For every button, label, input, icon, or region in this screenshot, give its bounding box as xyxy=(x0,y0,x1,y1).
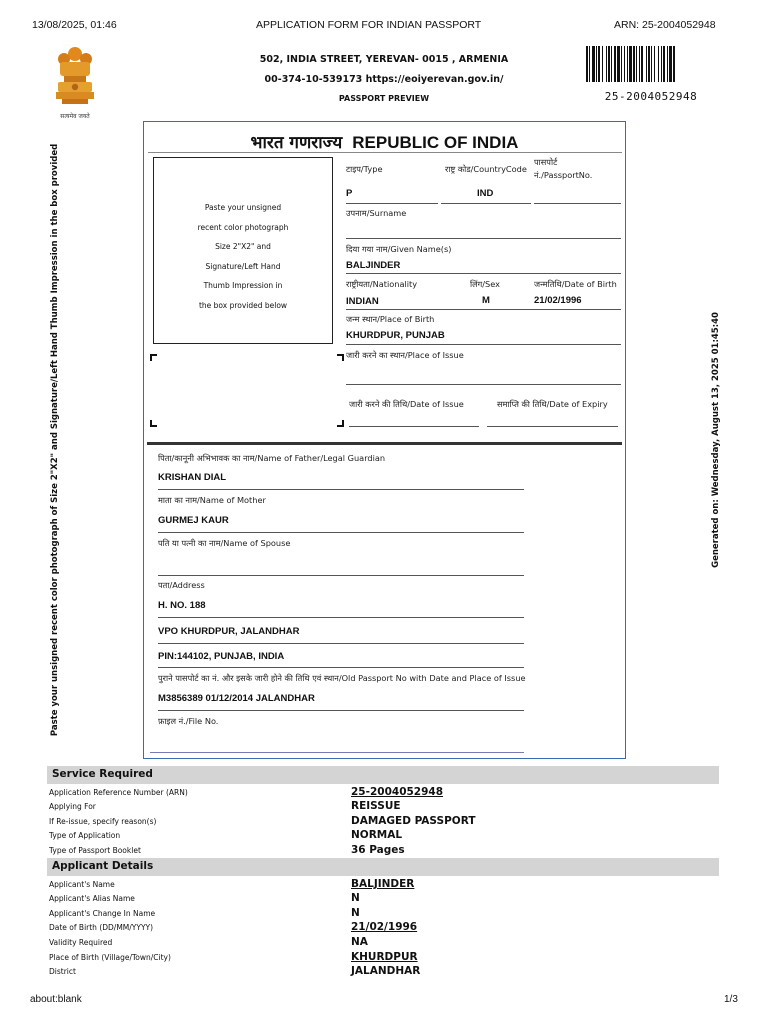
photo-instructions xyxy=(154,198,332,315)
mother-value: GURMEJ KAUR xyxy=(158,515,229,526)
field-line xyxy=(158,667,524,668)
date-of-issue-label: जारी करने की तिथि/Date of Issue xyxy=(349,399,464,409)
field-line xyxy=(158,532,524,533)
sex-label: लिंग/Sex xyxy=(470,279,500,289)
place-of-birth-row-value: KHURDPUR xyxy=(351,951,418,963)
barcode-number: 25-2004052948 xyxy=(604,90,698,103)
place-of-issue-label: जारी करने का स्थान/Place of Issue xyxy=(346,350,464,360)
ashoka-emblem-icon xyxy=(50,42,100,120)
signature-corner-bl xyxy=(150,420,157,427)
dob-value: 21/02/1996 xyxy=(534,295,582,306)
signature-corner-tl xyxy=(150,354,157,361)
field-line xyxy=(346,273,621,274)
print-page-title: APPLICATION FORM FOR INDIAN PASSPORT xyxy=(256,19,482,31)
title-hindi: भारत गणराज्य xyxy=(250,133,343,153)
validity-required-label: Validity Required xyxy=(49,938,113,947)
alias-name-label: Applicant's Alias Name xyxy=(49,894,135,903)
spouse-label: पति या पत्नी का नाम/Name of Spouse xyxy=(158,538,291,548)
field-line xyxy=(150,752,524,753)
application-type-label: Type of Application xyxy=(49,831,121,840)
section-divider xyxy=(147,442,622,445)
print-page-number: 1/3 xyxy=(724,994,738,1005)
country-code-label: राष्ट्र कोड/CountryCode xyxy=(445,164,527,174)
nationality-label: राष्ट्रीयता/Nationality xyxy=(346,279,418,289)
barcode-icon xyxy=(586,46,716,82)
old-passport-label: पुराने पासपोर्ट का नं. और इसके जारी होने की तिथि एवं स्थान/Old Passport No with Date and Place of Issue xyxy=(158,673,526,683)
office-address: 502, INDIA STREET, YEREVAN- 0015 , ARMENIA xyxy=(259,54,509,65)
photo-instruction-line: Paste your unsigned xyxy=(204,203,282,212)
passport-no-label: नं./PassportNo. xyxy=(534,170,593,180)
date-of-birth-value: 21/02/1996 xyxy=(351,921,418,933)
photo-instruction-line: the box provided below xyxy=(198,300,288,310)
field-line xyxy=(346,344,621,345)
application-type-value: NORMAL xyxy=(351,829,403,841)
passport-preview-title: PASSPORT PREVIEW xyxy=(338,94,430,103)
generated-on-text: Generated on: Wednesday, August 13, 2025 01:45:40 xyxy=(711,312,721,568)
address-label: पता/Address xyxy=(158,580,205,590)
form-title xyxy=(144,130,625,153)
alias-name-value: N xyxy=(351,892,360,904)
place-of-birth-row-label: Place of Birth (Village/Town/City) xyxy=(49,953,171,962)
country-code-value: IND xyxy=(477,188,494,199)
booklet-type-label: Type of Passport Booklet xyxy=(49,846,141,855)
father-label: पिता/कानूनी अभिभावक का नाम/Name of Father/Legal Guardian xyxy=(158,453,386,463)
applicant-details-title: Applicant Details xyxy=(52,860,154,872)
district-label: District xyxy=(49,967,76,976)
applying-for-label: Applying For xyxy=(49,802,96,811)
address-line-2: VPO KHURDPUR, JALANDHAR xyxy=(158,626,300,637)
signature-corner-br xyxy=(337,420,344,427)
date-of-expiry-label: समाप्ति की तिथि/Date of Expiry xyxy=(497,399,608,409)
field-line xyxy=(346,309,621,310)
field-line xyxy=(534,203,621,204)
address-line-1: H. NO. 188 xyxy=(158,600,206,611)
field-line xyxy=(346,384,621,385)
field-line xyxy=(158,575,524,576)
district-value: JALANDHAR xyxy=(351,965,421,977)
place-of-birth-label: जन्म स्थान/Place of Birth xyxy=(346,314,435,324)
dob-label: जन्मतिथि/Date of Birth xyxy=(534,279,617,289)
left-instruction-text: Paste your unsigned recent color photograph of Size 2"X2" and Signature/Left Hand Thumb Impression in the box provided xyxy=(50,143,60,737)
arn-value: 25-2004052948 xyxy=(351,786,444,798)
given-name-label: दिया गया नाम/Given Name(s) xyxy=(346,244,452,254)
signature-corner-tr xyxy=(337,354,344,361)
print-timestamp: 13/08/2025, 01:46 xyxy=(32,19,117,31)
field-line xyxy=(346,203,438,204)
file-no-label: फ़ाइल नं./File No. xyxy=(158,716,219,726)
reissue-reason-label: If Re-issue, specify reason(s) xyxy=(49,817,157,826)
type-label: टाइप/Type xyxy=(346,164,383,174)
service-required-title: Service Required xyxy=(52,768,153,780)
arn-label: Application Reference Number (ARN) xyxy=(49,788,188,797)
type-value: P xyxy=(346,188,353,199)
field-line xyxy=(158,643,524,644)
title-english: REPUBLIC OF INDIA xyxy=(352,133,519,152)
nationality-value: INDIAN xyxy=(346,296,379,307)
photo-box xyxy=(153,157,333,344)
mother-label: माता का नाम/Name of Mother xyxy=(158,495,266,505)
photo-instruction-line: recent color photograph xyxy=(197,222,289,232)
applying-for-value: REISSUE xyxy=(351,800,401,812)
field-line xyxy=(349,426,479,427)
passport-preview-frame xyxy=(143,121,626,759)
emblem-motto: सत्यमेव जयते xyxy=(60,113,90,120)
address-line-3: PIN:144102, PUNJAB, INDIA xyxy=(158,651,285,662)
booklet-type-value: 36 Pages xyxy=(351,844,405,856)
photo-instruction-line: Thumb Impression in xyxy=(203,281,283,290)
field-line xyxy=(158,710,524,711)
validity-required-value: NA xyxy=(351,936,368,948)
field-line xyxy=(158,617,524,618)
change-in-name-label: Applicant's Change In Name xyxy=(49,909,156,918)
surname-label: उपनाम/Surname xyxy=(346,208,407,218)
old-passport-value: M3856389 01/12/2014 JALANDHAR xyxy=(158,693,315,704)
print-url: about:blank xyxy=(30,994,82,1005)
field-line xyxy=(487,426,618,427)
photo-instruction-line: Size 2"X2" and xyxy=(215,242,271,251)
change-in-name-value: N xyxy=(351,907,360,919)
office-contact: 00-374-10-539173 https://eoiyerevan.gov.in/ xyxy=(264,74,504,85)
print-arn: ARN: 25-2004052948 xyxy=(614,19,716,31)
photo-instruction-line: Signature/Left Hand xyxy=(205,261,281,271)
reissue-reason-value: DAMAGED PASSPORT xyxy=(351,815,476,827)
passport-no-label: पासपोर्ट xyxy=(534,157,558,167)
applicant-name-label: Applicant's Name xyxy=(49,880,115,889)
father-value: KRISHAN DIAL xyxy=(158,472,227,483)
field-line xyxy=(441,203,531,204)
applicant-name-value: BALJINDER xyxy=(351,878,415,890)
given-name-value: BALJINDER xyxy=(346,260,401,271)
field-line xyxy=(158,489,524,490)
sex-value: M xyxy=(482,295,490,306)
place-of-birth-value: KHURDPUR, PUNJAB xyxy=(346,330,445,341)
field-line xyxy=(346,238,621,239)
title-divider xyxy=(148,152,622,153)
date-of-birth-label: Date of Birth (DD/MM/YYYY) xyxy=(49,923,154,932)
